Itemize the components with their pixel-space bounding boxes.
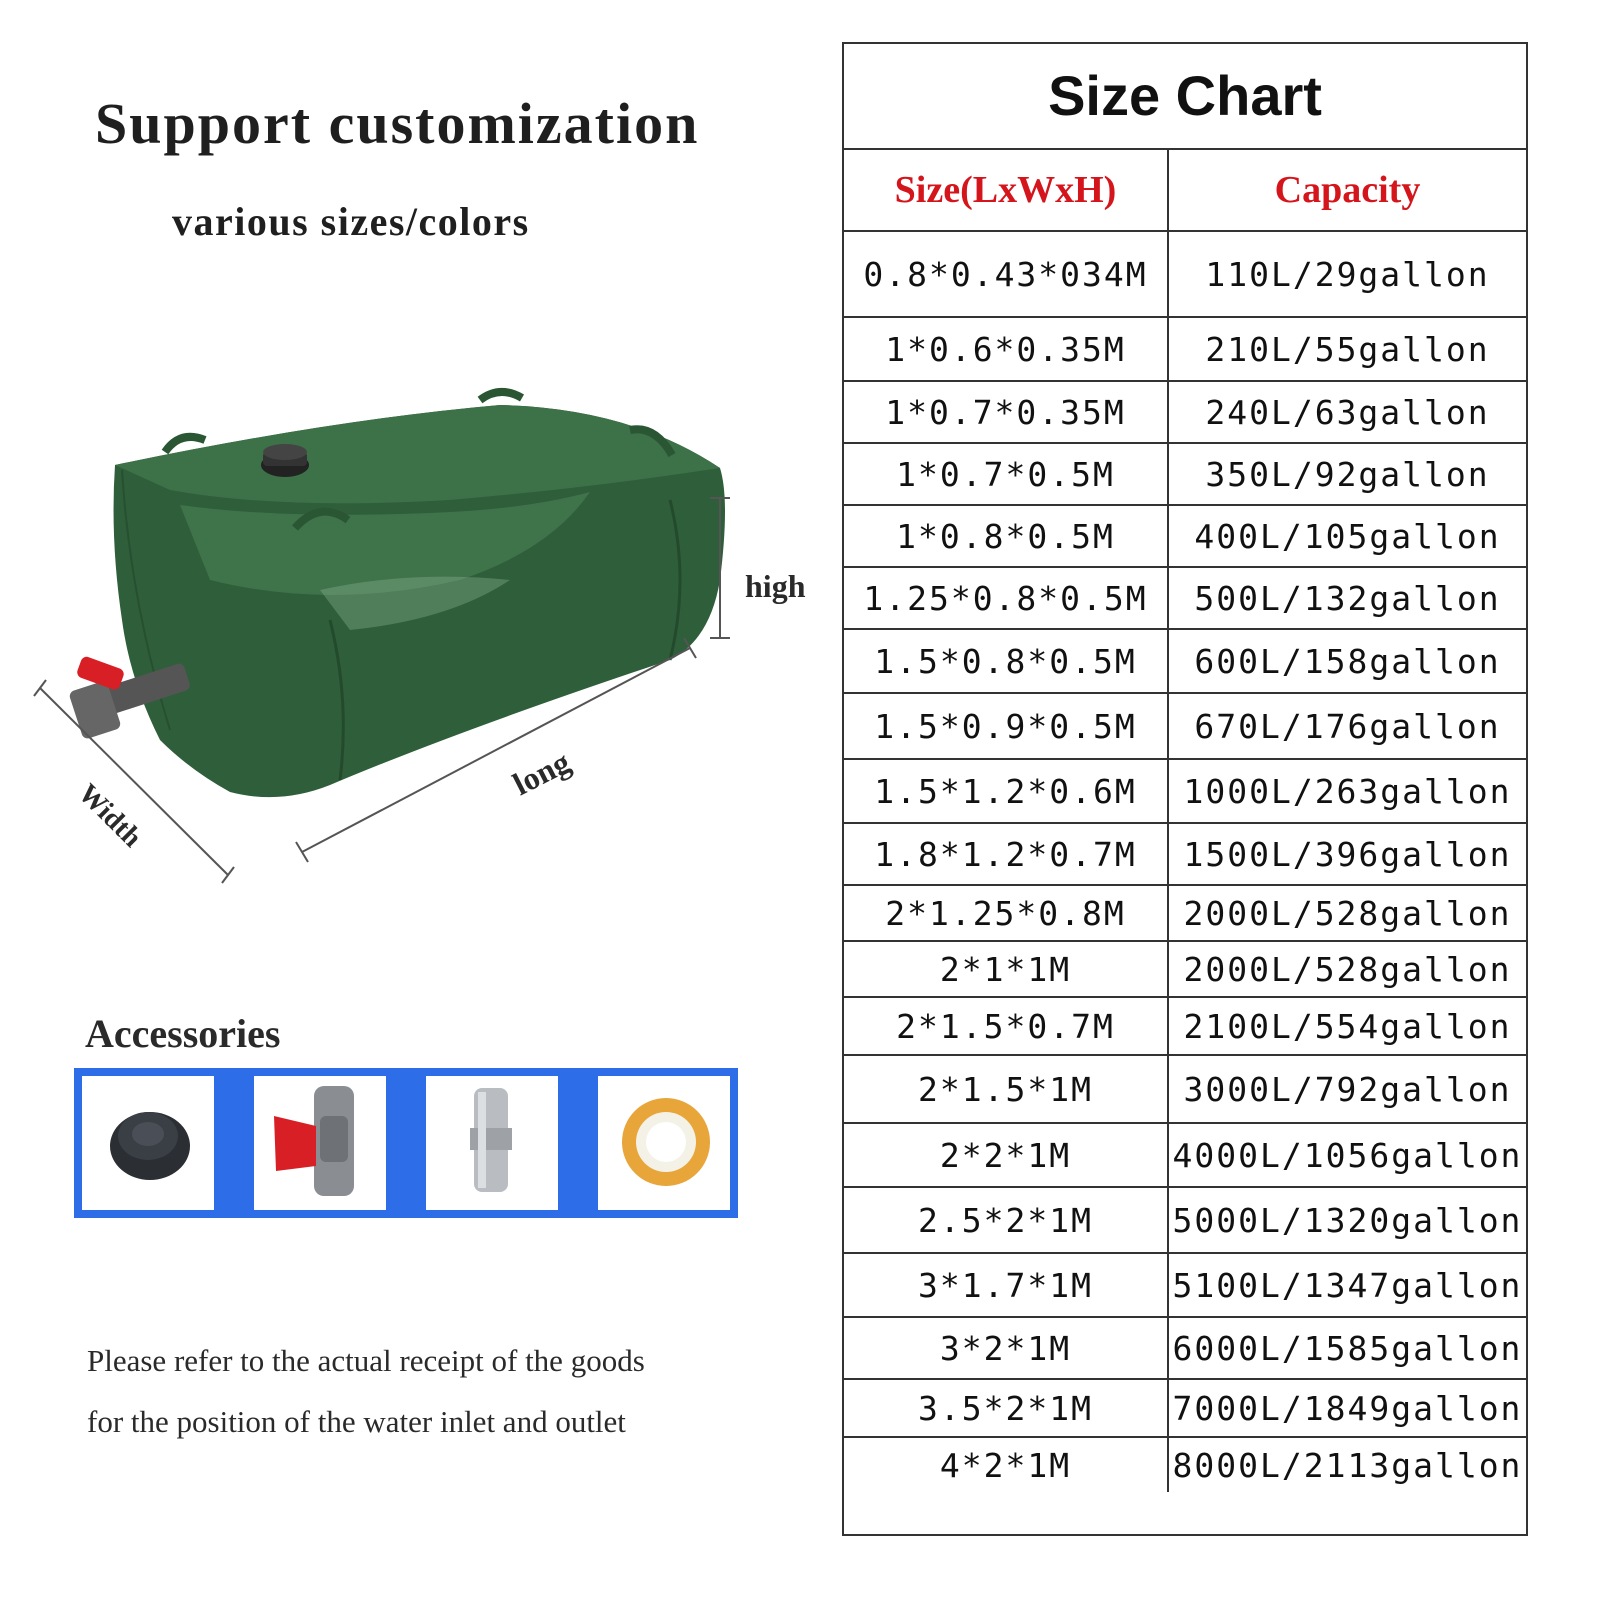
water-bladder-body (114, 405, 725, 797)
capacity-cell: 500L/132gallon (1194, 578, 1501, 618)
table-row (844, 630, 1526, 694)
size-cell: 1*0.6*0.35M (844, 318, 1169, 380)
capacity-cell: 3000L/792gallon (1183, 1069, 1512, 1109)
size-chart-rows (844, 232, 1526, 1492)
size-cell: 2*1.5*1M (844, 1056, 1169, 1122)
sealing-tape-icon (598, 1076, 730, 1210)
table-row (844, 318, 1526, 382)
capacity-cell: 600L/158gallon (1194, 641, 1501, 681)
capacity-cell: 5000L/1320gallon (1172, 1200, 1523, 1240)
size-cell: 2*2*1M (844, 1124, 1169, 1186)
header-capacity: Capacity (1274, 169, 1421, 211)
table-row (844, 1380, 1526, 1438)
size-cell: 0.8*0.43*034M (844, 232, 1169, 316)
size-cell: 2*1*1M (844, 942, 1169, 996)
size-cell: 2*1.5*0.7M (844, 998, 1169, 1054)
headline: Support customization (95, 91, 700, 156)
table-row (844, 232, 1526, 318)
capacity-cell: 670L/176gallon (1194, 706, 1501, 746)
accessories-bar (74, 1068, 738, 1218)
note-line-1: Please refer to the actual receipt of the goods (87, 1343, 645, 1378)
capacity-cell: 7000L/1849gallon (1172, 1388, 1523, 1428)
water-bladder-product-image (30, 380, 830, 920)
capacity-cell: 5100L/1347gallon (1172, 1265, 1523, 1305)
table-row (844, 1188, 1526, 1254)
size-cell: 1*0.7*0.5M (844, 444, 1169, 504)
note-line-2: for the position of the water inlet and outlet (87, 1404, 626, 1439)
capacity-cell: 350L/92gallon (1205, 454, 1490, 494)
capacity-cell: 2000L/528gallon (1183, 949, 1512, 989)
table-row (844, 444, 1526, 506)
capacity-cell: 2100L/554gallon (1183, 1006, 1512, 1046)
table-row (844, 382, 1526, 444)
size-cell: 3.5*2*1M (844, 1380, 1169, 1436)
capacity-cell: 4000L/1056gallon (1172, 1135, 1523, 1175)
table-row (844, 506, 1526, 568)
table-row (844, 1056, 1526, 1124)
size-cell: 4*2*1M (844, 1438, 1169, 1492)
subheadline: various sizes/colors (172, 199, 530, 244)
capacity-cell: 110L/29gallon (1205, 254, 1490, 294)
size-chart-header-row (844, 150, 1526, 232)
accessory-pipe-fitting (426, 1076, 558, 1210)
capacity-cell: 8000L/2113gallon (1172, 1445, 1523, 1485)
metal-pipe-fitting-icon (426, 1076, 558, 1210)
table-row (844, 1318, 1526, 1380)
header-size: Size(LxWxH) (844, 150, 1169, 230)
table-row (844, 694, 1526, 760)
high-label: high (745, 568, 806, 604)
capacity-cell: 6000L/1585gallon (1172, 1328, 1523, 1368)
size-chart-title: Size Chart (844, 44, 1526, 150)
size-cell: 2*1.25*0.8M (844, 886, 1169, 940)
size-cell: 1.5*0.8*0.5M (844, 630, 1169, 692)
accessory-sealing-tape (598, 1076, 730, 1210)
table-row (844, 1254, 1526, 1318)
tank-cap-icon (261, 444, 309, 477)
table-row (844, 760, 1526, 824)
size-cell: 1*0.8*0.5M (844, 506, 1169, 566)
accessory-ball-valve (254, 1076, 386, 1210)
size-cell: 1.5*0.9*0.5M (844, 694, 1169, 758)
table-row (844, 1438, 1526, 1492)
table-row (844, 568, 1526, 630)
capacity-cell: 400L/105gallon (1194, 516, 1501, 556)
accessory-tank-cap (82, 1076, 214, 1210)
capacity-cell: 1000L/263gallon (1183, 771, 1512, 811)
table-row (844, 1124, 1526, 1188)
size-cell: 1*0.7*0.35M (844, 382, 1169, 442)
width-label: Width (72, 778, 148, 854)
long-label: long (507, 743, 576, 803)
size-cell: 1.25*0.8*0.5M (844, 568, 1169, 628)
capacity-cell: 210L/55gallon (1205, 329, 1490, 369)
size-cell: 1.8*1.2*0.7M (844, 824, 1169, 884)
capacity-cell: 240L/63gallon (1205, 392, 1490, 432)
size-chart-table (842, 42, 1528, 1536)
table-row (844, 942, 1526, 998)
capacity-cell: 2000L/528gallon (1183, 893, 1512, 933)
tank-cap-icon (82, 1076, 214, 1210)
size-cell: 3*1.7*1M (844, 1254, 1169, 1316)
ball-valve-icon (254, 1076, 386, 1210)
position-note (87, 1330, 787, 1452)
capacity-cell: 1500L/396gallon (1183, 834, 1512, 874)
table-row (844, 998, 1526, 1056)
size-cell: 1.5*1.2*0.6M (844, 760, 1169, 822)
accessories-title: Accessories (85, 1011, 281, 1056)
table-row (844, 824, 1526, 886)
size-cell: 3*2*1M (844, 1318, 1169, 1378)
size-cell: 2.5*2*1M (844, 1188, 1169, 1252)
table-row (844, 886, 1526, 942)
